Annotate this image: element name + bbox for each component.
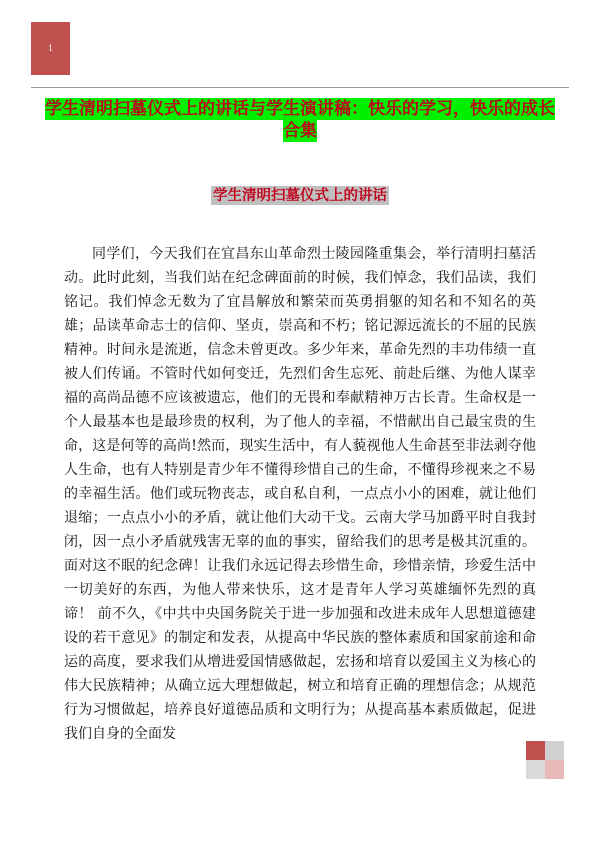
corner-decoration xyxy=(526,741,564,779)
page-number: 1 xyxy=(48,43,53,53)
document-title-text: 学生清明扫墓仪式上的讲话与学生演讲稿：快乐的学习，快乐的成长合集 xyxy=(45,99,555,141)
section-title xyxy=(40,186,560,206)
body-paragraph: 同学们，今天我们在宜昌东山革命烈士陵园隆重集会，举行清明扫墓活动。此时此刻，当我们站在纪念碑面前的时候，我们悼念，我们品读，我们铭记。我们悼念无数为了宜昌解放和繁荣而英勇捐躯的知名和不知名的英雄；品读革命志士的信仰、坚贞，崇高和不朽；铭记源远流长的不屈的民族精神。时间永是流逝，信念未曾更改。多少年来，革命先烈的丰功伟绩一直被人们传诵。不管时代如何变迁，先烈们舍生忘死、前赴后继、为他人谋幸福的高尚品德不应该被遗忘，他们的无畏和奉献精神万古长青。生命权是一个人最基本也是最珍贵的权利，为了他人的幸福，不惜献出自己最宝贵的生命，这是何等的高尚!然而，现实生活中，有人藐视他人生命甚至非法剥夺他人生命，也有人特别是青少年不懂得珍惜自己的生命，不懂得珍视来之不易的幸福生活。他们或玩物丧志，或自私自利，一点点小小的困难，就让他们退缩；一点点小小的矛盾，就让他们大动干戈。云南大学马加爵平时自我封闭，因一点小矛盾就残害无辜的血的事实，留给我们的思考是极其沉重的。面对这不眠的纪念碑！让我们永远记得去珍惜生命，珍惜亲情，珍爱生活中一切美好的东西，为他人带来快乐，这才是青年人学习英雄缅怀先烈的真谛！ 前不久，《中共中央国务院关于进一步加强和改进未成年人思想道德建设的若干意见》的制定和发表，从提高中华民族的整体素质和国家前途和命运的高度，要求我们从增进爱国情感做起，宏扬和培育以爱国主义为核心的伟大民族精神；从确立远大理想做起，树立和培育正确的理想信念；从规范行为习惯做起，培养良好道德品质和文明行为；从提高基本素质做起，促进我们自身的全面发 xyxy=(64,246,536,742)
page-number-badge xyxy=(31,22,70,75)
corner-square-gray xyxy=(545,741,564,760)
corner-square-pink xyxy=(545,760,564,779)
corner-square-gray xyxy=(526,760,545,779)
corner-square-red xyxy=(526,741,545,760)
header-divider xyxy=(31,87,569,88)
document-title xyxy=(40,98,560,142)
section-title-text: 学生清明扫墓仪式上的讲话 xyxy=(213,187,387,204)
